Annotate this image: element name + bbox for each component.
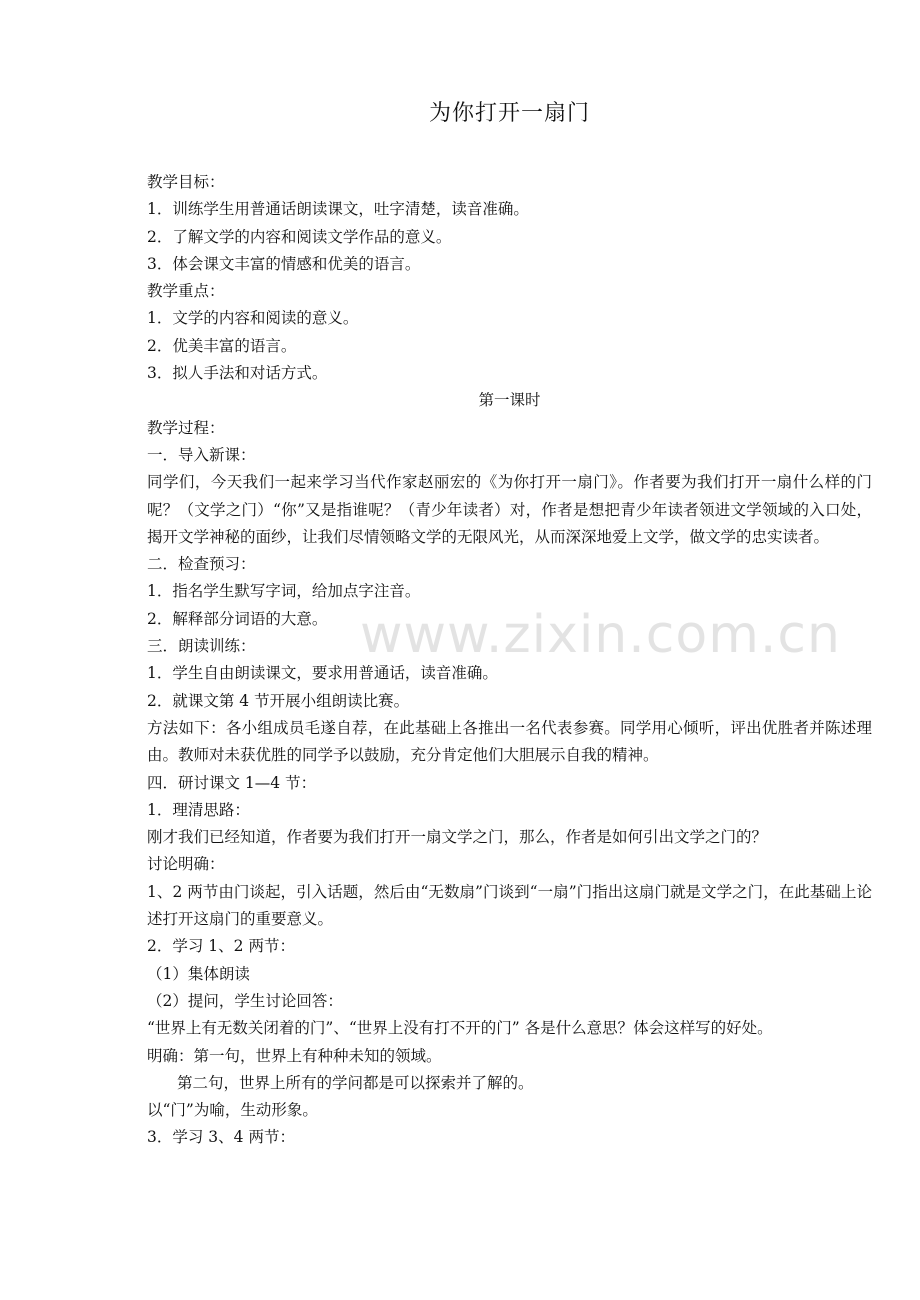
paragraph-answer: 1、2 两节由门谈起，引入话题，然后由“无数扇”门谈到“一扇”门指出这扇门就是文学之门，在此基础上论述打开这扇门的重要意义。 (147, 882, 872, 929)
preview-item: 1．指名学生默写字词，给加点字注音。 (147, 582, 421, 601)
clarification-line: 明确：第一句，世界上有种种未知的领域。 (147, 1046, 442, 1065)
paragraph-question: 刚才我们已经知道，作者要为我们打开一扇文学之门，那么，作者是如何引出文学之门的？ (147, 828, 768, 847)
paragraph-quote: “世界上有无数关闭着的门”、“世界上没有打不开的门” 各是什么意思？体会这样写的好处。 (147, 1019, 773, 1038)
paragraph-intro: 同学们，今天我们一起来学习当代作家赵丽宏的《为你打开一扇门》。作者要为我们打开一扇什么样的门呢？（文学之门）“你”又是指谁呢？（青少年读者）对，作者是想把青少年读者领进文学领域的入口处，揭开文学神秘的面纱，让我们尽情领略文学的无限风光，从而深深地爱上文学，做文学的忠实读者。 (147, 473, 872, 546)
clarification-line: 以“门”为喻，生动形象。 (147, 1101, 318, 1120)
objective-item: 1．训练学生用普通话朗读课文，吐字清楚，读音准确。 (147, 200, 529, 219)
document-body (147, 169, 872, 1152)
discussion-item: 2．学习 1、2 两节： (147, 937, 295, 956)
clarification-line: 第二句，世界上所有的学问都是可以探索并了解的。 (177, 1073, 534, 1092)
sub-item: （1）集体朗读 (147, 964, 250, 983)
step-heading-preview: 二．检查预习： (147, 555, 256, 574)
watermark: www.zixin.com.cn (360, 605, 841, 665)
key-point-item: 1．文学的内容和阅读的意义。 (147, 309, 359, 328)
preview-item: 2．解释部分词语的大意。 (147, 609, 328, 628)
paragraph-method: 方法如下：各小组成员毛遂自荐，在此基础上各推出一名代表参赛。同学用心倾听，评出优胜者并陈述理由。教师对未获优胜的同学予以鼓励，充分肯定他们大胆展示自我的精神。 (147, 718, 872, 765)
page-title: 为你打开一扇门 (428, 101, 590, 126)
section-heading-first-lesson: 第一课时 (478, 391, 541, 410)
heading-process: 教学过程： (147, 418, 225, 437)
sub-item: （2）提问，学生讨论回答： (147, 991, 343, 1010)
step-heading-discussion: 四．研讨课文 1—4 节： (147, 773, 317, 792)
objective-item: 2．了解文学的内容和阅读文学作品的意义。 (147, 227, 452, 246)
step-heading-reading: 三．朗读训练： (147, 637, 256, 656)
heading-key-points: 教学重点： (147, 282, 225, 301)
discussion-label: 讨论明确： (147, 855, 225, 874)
step-heading-intro: 一．导入新课： (147, 445, 256, 464)
discussion-item: 1．理清思路： (147, 800, 250, 819)
heading-objectives: 教学目标： (147, 173, 225, 191)
key-point-item: 2．优美丰富的语言。 (147, 336, 297, 355)
reading-item: 2．就课文第 4 节开展小组朗读比赛。 (147, 691, 410, 710)
objective-item: 3．体会课文丰富的情感和优美的语言。 (147, 254, 421, 273)
discussion-item: 3．学习 3、4 两节： (147, 1128, 295, 1147)
key-point-item: 3．拟人手法和对话方式。 (147, 364, 328, 383)
reading-item: 1．学生自由朗读课文，要求用普通话，读音准确。 (147, 664, 498, 683)
